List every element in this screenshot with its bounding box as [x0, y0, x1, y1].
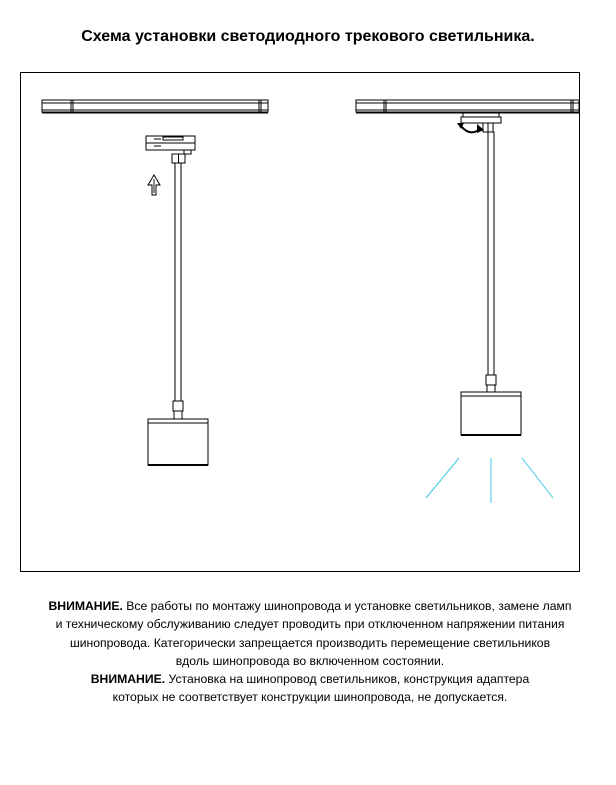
warning-notes [20, 597, 600, 707]
light-ray-left [426, 458, 459, 498]
warning-note-1 [20, 597, 600, 670]
light-ray-right [522, 458, 553, 498]
track-rail-right [356, 100, 579, 118]
page-title: Схема установки светодиодного трекового светильника. [81, 28, 535, 45]
light-rays [426, 458, 553, 503]
track-rail-left [42, 100, 268, 113]
warning-text: которых не соответствует конструкции шинопровода, не допускается. [112, 690, 508, 705]
lamp-body-right [461, 392, 521, 435]
track-adapter-left [146, 136, 195, 163]
warning-text: и техническому обслуживанию следует проводить при отключенном напряжении питания [55, 617, 565, 632]
rotate-arrow-icon [457, 123, 484, 133]
warning-text: вдоль шинопровода во включенном состоянии. [175, 653, 445, 668]
insert-up-arrow-icon [148, 175, 160, 195]
suspension-rod-left [173, 163, 183, 419]
installation-diagram [20, 72, 580, 572]
warning-label: ВНИМАНИЕ. [90, 672, 166, 687]
warning-text: Все работы по монтажу шинопровода и установке светильников, замене ламп [122, 599, 572, 613]
warning-label: ВНИМАНИЕ. [48, 599, 123, 613]
right-step-rotate [356, 100, 579, 503]
lamp-body-left [148, 419, 208, 465]
suspension-rod-right [486, 132, 496, 392]
warning-note-2 [20, 670, 600, 707]
warning-text: Установка на шинопровод светильников, конструкция адаптера [165, 672, 530, 687]
warning-text: шинопровода. Категорически запрещается производить перемещение светильников [69, 635, 551, 650]
left-step-insert [42, 100, 268, 465]
